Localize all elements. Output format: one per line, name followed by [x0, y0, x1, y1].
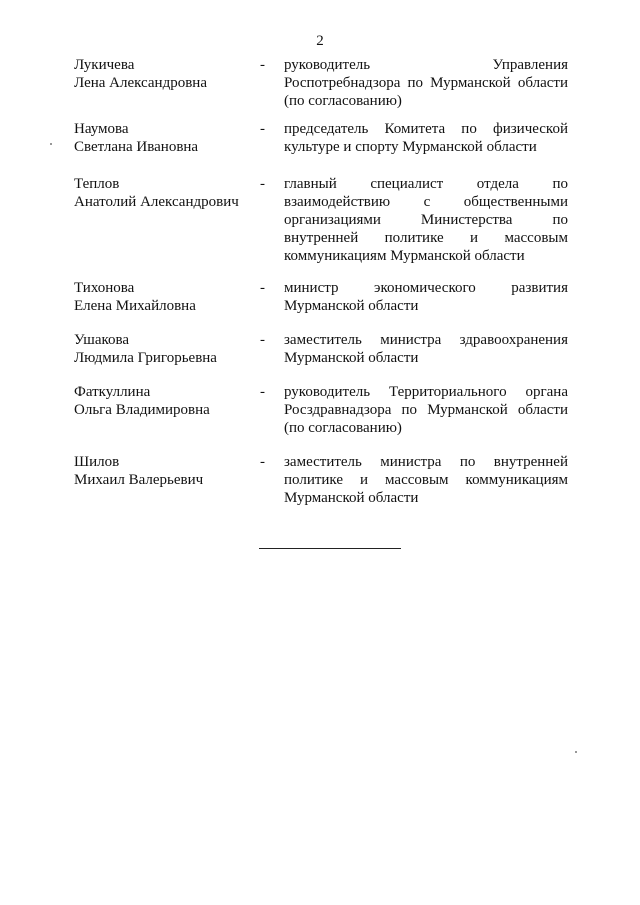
position-line: (по согласованию) [284, 420, 402, 436]
member-entry [74, 331, 568, 383]
member-surname: Ушакова [74, 332, 130, 348]
member-entry [74, 175, 568, 279]
member-position [284, 175, 568, 265]
member-position [284, 279, 568, 315]
position-line: заместитель министра по внутренней [284, 454, 568, 470]
member-surname: Лукичева [74, 57, 135, 73]
member-entry [74, 383, 568, 453]
separator-dash: - [260, 57, 265, 73]
member-entry [74, 120, 568, 175]
member-position [284, 56, 568, 110]
member-given-names: Лена Александровна [74, 75, 207, 91]
closing-rule [259, 548, 401, 549]
page-number: 2 [316, 33, 324, 49]
member-name [74, 120, 260, 156]
member-name [74, 383, 260, 419]
member-given-names: Михаил Валерьевич [74, 472, 204, 488]
separator-dash: - [260, 454, 265, 470]
position-line: взаимодействию с общественными [284, 194, 568, 210]
position-line: главный специалист отдела по [284, 176, 568, 192]
separator-dash: - [260, 121, 265, 137]
position-line: Мурманской области [284, 350, 419, 366]
separator-dash: - [260, 280, 265, 296]
position-line: руководитель Управления [284, 57, 568, 73]
member-entry [74, 56, 568, 120]
member-surname: Теплов [74, 176, 120, 192]
member-position [284, 120, 568, 156]
member-given-names: Людмила Григорьевна [74, 350, 217, 366]
position-line: политике и массовым коммуникациям [284, 472, 568, 488]
scan-speck [50, 143, 52, 145]
member-name [74, 175, 260, 211]
member-surname: Шилов [74, 454, 120, 470]
position-line: Мурманской области [284, 298, 419, 314]
member-surname: Фаткуллина [74, 384, 151, 400]
position-line: руководитель Территориального органа [284, 384, 568, 400]
position-line: внутренней политике и массовым [284, 230, 568, 246]
member-name [74, 56, 260, 92]
position-line: коммуникациям Мурманской области [284, 248, 525, 264]
position-line: Росздравнадзора по Мурманской области [284, 402, 568, 418]
position-line: культуре и спорту Мурманской области [284, 139, 537, 155]
member-entry [74, 453, 568, 513]
position-line: организациями Министерства по [284, 212, 568, 228]
member-position [284, 383, 568, 437]
member-name [74, 331, 260, 367]
separator-dash: - [260, 176, 265, 192]
member-given-names: Анатолий Александрович [74, 194, 239, 210]
position-line: министр экономического развития [284, 280, 568, 296]
position-line: председатель Комитета по физической [284, 121, 568, 137]
member-list [74, 56, 568, 513]
member-surname: Тихонова [74, 280, 135, 296]
position-line: Мурманской области [284, 490, 419, 506]
member-given-names: Светлана Ивановна [74, 139, 199, 155]
member-name [74, 453, 260, 489]
separator-dash: - [260, 332, 265, 348]
position-line: (по согласованию) [284, 93, 402, 109]
position-line: Роспотребнадзора по Мурманской области [284, 75, 568, 91]
separator-dash: - [260, 384, 265, 400]
member-entry [74, 279, 568, 331]
member-position [284, 331, 568, 367]
member-position [284, 453, 568, 507]
member-given-names: Елена Михайловна [74, 298, 196, 314]
scan-speck [575, 751, 577, 753]
member-given-names: Ольга Владимировна [74, 402, 210, 418]
position-line: заместитель министра здравоохранения [284, 332, 568, 348]
member-name [74, 279, 260, 315]
member-surname: Наумова [74, 121, 129, 137]
